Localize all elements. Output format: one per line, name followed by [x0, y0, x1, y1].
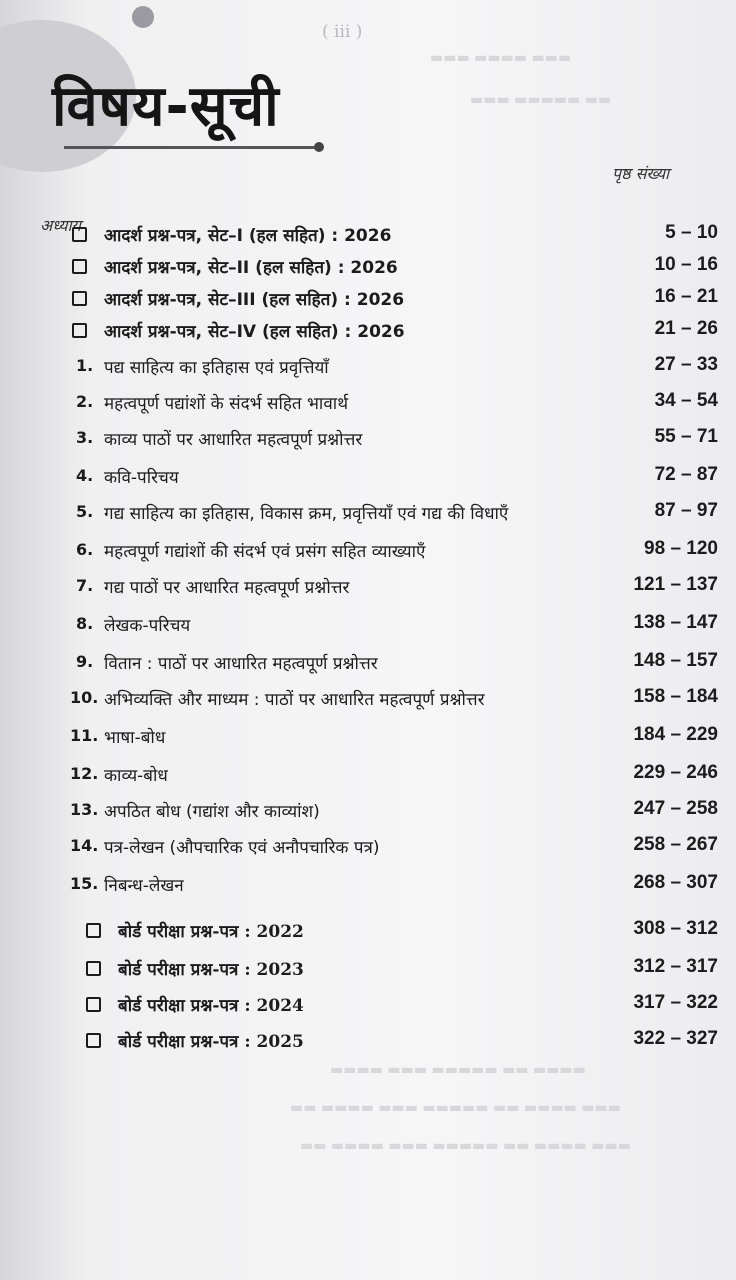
entry-title: अपठित बोध (गद्यांश और काव्यांश)	[104, 802, 320, 822]
page-title: विषय-सूची	[52, 74, 280, 139]
page-range: 138 – 147	[633, 612, 718, 633]
toc-entry	[0, 1030, 736, 1060]
checkbox-bullet-icon	[72, 227, 87, 242]
page-range: 5 – 10	[665, 222, 718, 243]
page-range: 72 – 87	[654, 464, 718, 485]
entry-title: निबन्ध-लेखन	[104, 876, 184, 896]
toc-entry	[0, 256, 736, 286]
chapter-number: 2.	[76, 392, 94, 411]
chapter-number: 13.	[70, 800, 99, 819]
entry-title: बोर्ड परीक्षा प्रश्न-पत्र : 2025	[118, 1032, 304, 1052]
show-through-text: ▬▬▬ ▬▬▬▬ ▬▬▬	[430, 50, 572, 66]
page-range: 258 – 267	[633, 834, 718, 855]
page-range: 229 – 246	[633, 762, 718, 783]
checkbox-bullet-icon	[86, 1033, 101, 1048]
entry-title: आदर्श प्रश्न-पत्र, सेट–IV (हल सहित) : 2026	[104, 322, 405, 342]
chapter-number: 14.	[70, 836, 99, 855]
entry-title: बोर्ड परीक्षा प्रश्न-पत्र : 2023	[118, 960, 304, 980]
toc-entry	[0, 576, 736, 606]
page-range: 158 – 184	[633, 686, 718, 707]
page-range: 247 – 258	[633, 798, 718, 819]
toc-entry	[0, 502, 736, 532]
toc-entry	[0, 958, 736, 988]
entry-title: बोर्ड परीक्षा प्रश्न-पत्र : 2024	[118, 996, 304, 1016]
chapter-number: 5.	[76, 502, 94, 521]
chapter-number: 6.	[76, 540, 94, 559]
toc-entry	[0, 836, 736, 866]
entry-title: काव्य पाठों पर आधारित महत्वपूर्ण प्रश्नोत्तर	[104, 430, 363, 450]
page-range: 87 – 97	[654, 500, 718, 521]
entry-title: बोर्ड परीक्षा प्रश्न-पत्र : 2022	[118, 922, 304, 942]
column-header-chapter: अध्याय	[40, 216, 81, 235]
entry-title: भाषा-बोध	[104, 728, 166, 748]
page-range: 27 – 33	[654, 354, 718, 375]
entry-title: आदर्श प्रश्न-पत्र, सेट–II (हल सहित) : 2026	[104, 258, 398, 278]
page-range: 268 – 307	[633, 872, 718, 893]
chapter-number: 12.	[70, 764, 99, 783]
toc-entry	[0, 320, 736, 350]
toc-entry	[0, 356, 736, 386]
page-range: 121 – 137	[633, 574, 718, 595]
chapter-number: 1.	[76, 356, 94, 375]
page-number: ( iii )	[322, 22, 363, 42]
show-through-text: ▬▬ ▬▬▬▬▬ ▬▬▬	[470, 92, 612, 108]
page-range: 184 – 229	[633, 724, 718, 745]
page-range: 308 – 312	[633, 918, 718, 939]
toc-entry	[0, 688, 736, 718]
checkbox-bullet-icon	[72, 259, 87, 274]
page-range: 312 – 317	[633, 956, 718, 977]
entry-title: आदर्श प्रश्न-पत्र, सेट–I (हल सहित) : 2026	[104, 226, 392, 246]
entry-title: लेखक-परिचय	[104, 616, 191, 636]
page-range: 55 – 71	[654, 426, 718, 447]
show-through-text: ▬▬▬▬ ▬▬ ▬▬▬▬▬ ▬▬▬ ▬▬▬▬	[330, 1062, 586, 1078]
entry-title: महत्वपूर्ण गद्यांशों की संदर्भ एवं प्रसंग सहित व्याख्याएँ	[104, 542, 426, 562]
toc-entry	[0, 540, 736, 570]
toc-entry	[0, 920, 736, 950]
toc-entry	[0, 288, 736, 318]
toc-entry	[0, 800, 736, 830]
toc-entry	[0, 614, 736, 644]
entry-title: पत्र-लेखन (औपचारिक एवं अनौपचारिक पत्र)	[104, 838, 380, 858]
show-through-text: ▬▬▬ ▬▬▬▬ ▬▬ ▬▬▬▬▬ ▬▬▬ ▬▬▬▬ ▬▬	[300, 1138, 631, 1154]
toc-entry	[0, 428, 736, 458]
page-range: 98 – 120	[644, 538, 718, 559]
chapter-number: 15.	[70, 874, 99, 893]
entry-title: महत्वपूर्ण पद्यांशों के संदर्भ सहित भावार्थ	[104, 394, 349, 414]
chapter-number: 3.	[76, 428, 94, 447]
chapter-number: 10.	[70, 688, 99, 707]
toc-entry	[0, 392, 736, 422]
toc-entry	[0, 726, 736, 756]
checkbox-bullet-icon	[86, 923, 101, 938]
toc-entry	[0, 994, 736, 1024]
toc-entry	[0, 652, 736, 682]
toc-entry	[0, 874, 736, 904]
page-range: 21 – 26	[654, 318, 718, 339]
chapter-number: 8.	[76, 614, 94, 633]
chapter-number: 7.	[76, 576, 94, 595]
page-range: 10 – 16	[654, 254, 718, 275]
chapter-number: 4.	[76, 466, 94, 485]
page-range: 16 – 21	[654, 286, 718, 307]
checkbox-bullet-icon	[72, 291, 87, 306]
show-through-text: ▬▬▬ ▬▬▬▬ ▬▬ ▬▬▬▬▬ ▬▬▬ ▬▬▬▬ ▬▬	[290, 1100, 621, 1116]
page-range: 34 – 54	[654, 390, 718, 411]
page-range: 322 – 327	[633, 1028, 718, 1049]
entry-title: गद्य साहित्य का इतिहास, विकास क्रम, प्रवृत्तियाँ एवं गद्य की विधाएँ	[104, 504, 509, 524]
column-header-pages: पृष्ठ संख्या	[612, 164, 670, 183]
checkbox-bullet-icon	[86, 997, 101, 1012]
checkbox-bullet-icon	[86, 961, 101, 976]
entry-title: कवि-परिचय	[104, 468, 179, 488]
entry-title: अभिव्यक्ति और माध्यम : पाठों पर आधारित महत्वपूर्ण प्रश्नोत्तर	[104, 690, 485, 710]
entry-title: पद्य साहित्य का इतिहास एवं प्रवृत्तियाँ	[104, 358, 329, 378]
entry-title: वितान : पाठों पर आधारित महत्वपूर्ण प्रश्नोत्तर	[104, 654, 378, 674]
page-range: 148 – 157	[633, 650, 718, 671]
toc-entry	[0, 224, 736, 254]
checkbox-bullet-icon	[72, 323, 87, 338]
chapter-number: 9.	[76, 652, 94, 671]
toc-entry	[0, 466, 736, 496]
chapter-number: 11.	[70, 726, 99, 745]
page-range: 317 – 322	[633, 992, 718, 1013]
entry-title: आदर्श प्रश्न-पत्र, सेट–III (हल सहित) : 2026	[104, 290, 405, 310]
entry-title: काव्य-बोध	[104, 766, 168, 786]
entry-title: गद्य पाठों पर आधारित महत्वपूर्ण प्रश्नोत्तर	[104, 578, 350, 598]
toc-entry	[0, 764, 736, 794]
